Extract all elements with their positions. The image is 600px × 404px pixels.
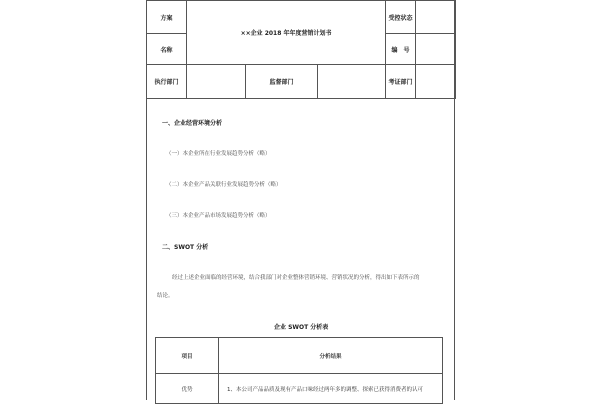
section-2-paragraph-line-1: 经过上述企业面临的经营环境，结合我部门对企业整体营销环境、营销状况的分析，得出如下表所示的: [172, 275, 420, 281]
audit-dept-value: [416, 65, 456, 99]
exec-dept-label: 执行部门: [147, 65, 187, 99]
plan-label-top: 方案: [147, 1, 187, 34]
section-2-paragraph-line-2: 结论。: [157, 293, 174, 299]
swot-header-result: 分析结果: [219, 338, 443, 374]
swot-table-caption: 企业 SWOT 分析表: [274, 324, 329, 331]
section-1-title: 一、企业经营环境分析: [162, 120, 223, 127]
plan-label-bottom: 名称: [147, 34, 187, 65]
swot-row-strength-item: 优势: [156, 374, 219, 404]
control-status-value: [416, 1, 456, 34]
audit-dept-label: 考证部门: [386, 65, 416, 99]
section-2-title: 二、SWOT 分析: [162, 244, 209, 251]
exec-dept-value: [187, 65, 246, 99]
supervise-dept-label: 监督部门: [246, 65, 318, 99]
section-1-item-2: （二）本企业产品关联行业发展趋势分析（略）: [166, 182, 282, 188]
number-label: 编 号: [386, 34, 416, 65]
control-status-label: 受控状态: [386, 1, 416, 34]
number-value: [416, 34, 456, 65]
swot-table: [155, 337, 443, 404]
supervise-dept-value: [318, 65, 386, 99]
plan-title: ××企业 2018 年年度营销计划书: [187, 1, 386, 65]
section-1-item-3: （三）本企业产品市场发展趋势分析（略）: [166, 213, 271, 219]
swot-header-item: 项目: [156, 338, 219, 374]
section-1-item-1: （一）本企业所在行业发展趋势分析（略）: [166, 151, 271, 157]
header-table: [146, 0, 456, 99]
swot-row-strength-result: 1、本公司产品品质及现有产品口味经过两年多的调整、探索已获得消费者的认可: [219, 374, 443, 404]
